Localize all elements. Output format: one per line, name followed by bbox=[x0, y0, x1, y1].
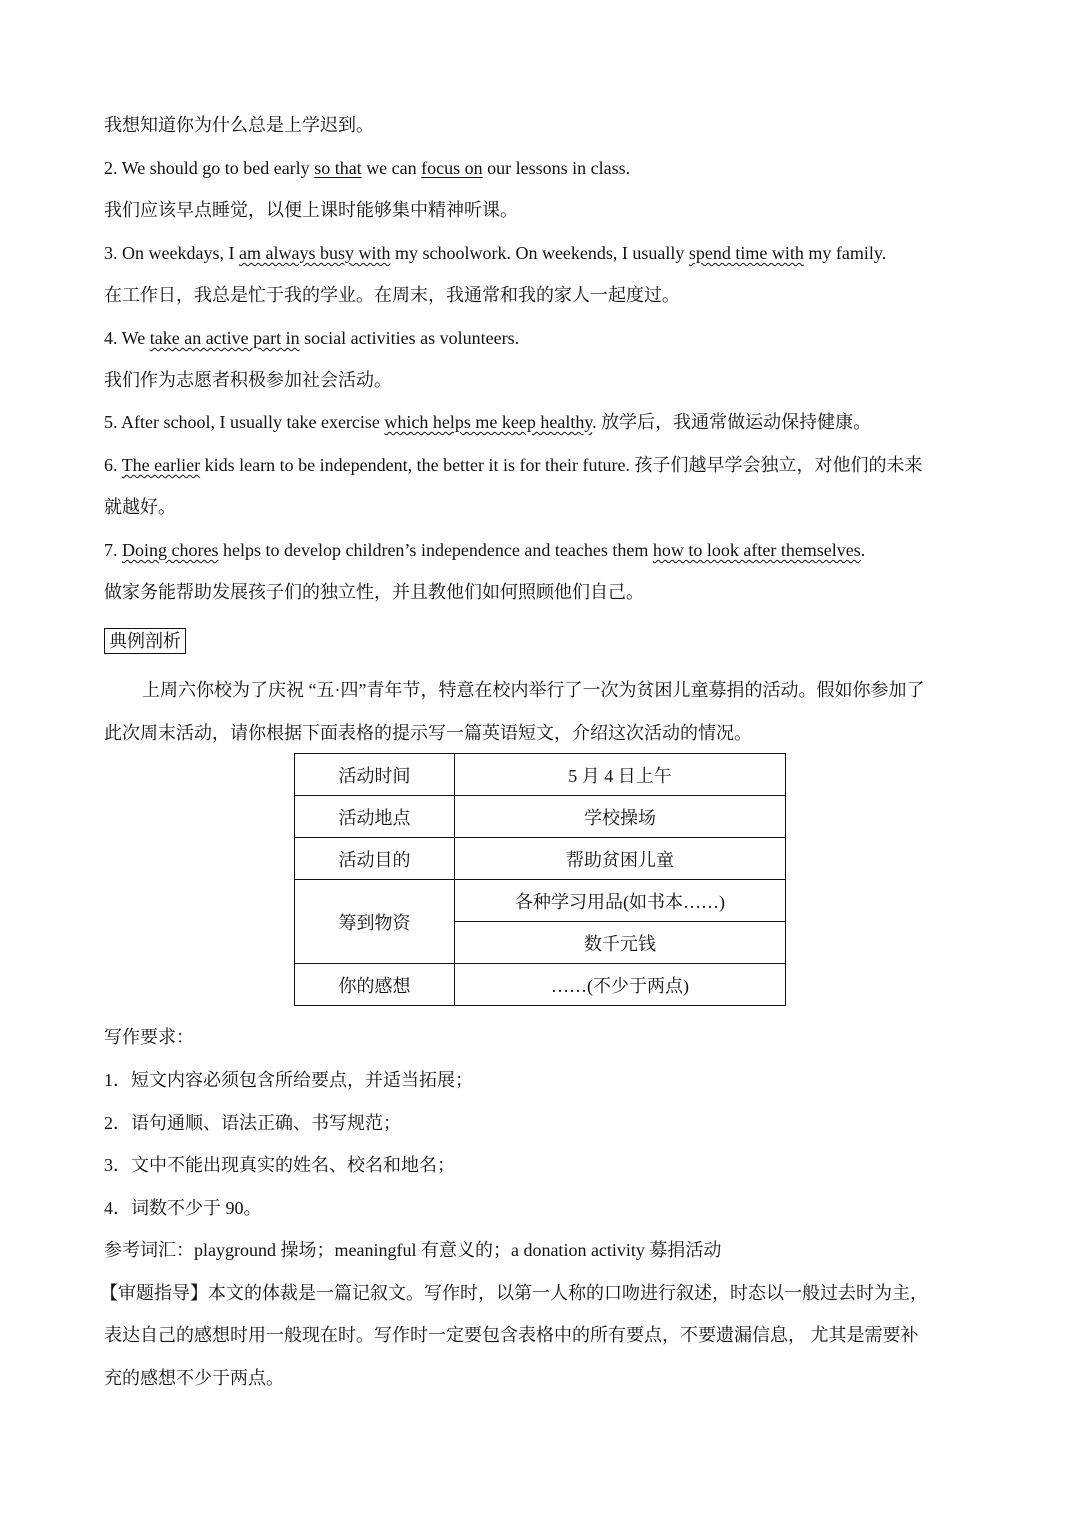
sentence-text: After school, I usually take exercise bbox=[117, 412, 385, 432]
table-cell-value: ……(不少于两点) bbox=[455, 964, 786, 1006]
table-cell-key: 活动目的 bbox=[295, 838, 455, 880]
prompt-line-2: 此次周末活动，请你根据下面表格的提示写一篇英语短文，介绍这次活动的情况。 bbox=[104, 723, 752, 743]
sentence-number: 5. bbox=[104, 412, 118, 432]
table-row bbox=[295, 880, 786, 922]
translation-line: 我们作为志愿者积极参加社会活动。 bbox=[104, 370, 392, 390]
section-label: 典例剖析 bbox=[104, 628, 186, 654]
requirements-title: 写作要求： bbox=[104, 1027, 194, 1047]
translation-line: 在工作日，我总是忙于我的学业。在周末，我通常和我的家人一起度过。 bbox=[104, 285, 680, 305]
translation-line: 就越好。 bbox=[104, 497, 176, 517]
activity-table bbox=[294, 753, 786, 1006]
example-sentence bbox=[104, 453, 923, 477]
sentence-text: We bbox=[117, 328, 150, 348]
sentence-text: helps to develop children’s independence and teaches them bbox=[218, 540, 653, 560]
prompt-line-1: 上周六你校为了庆祝 “五·四”青年节，特意在校内举行了一次为贫困儿童募捐的活动。假如你参加了 bbox=[142, 680, 925, 700]
table-cell-key: 活动时间 bbox=[295, 754, 455, 796]
requirement-item: 3．文中不能出现真实的姓名、校名和地名； bbox=[104, 1155, 455, 1175]
sentence-text: . 放学后，我通常做运动保持健康。 bbox=[592, 412, 872, 432]
guide-line-1: 【审题指导】本文的体裁是一篇记叙文。写作时，以第一人称的口吻进行叙述，时态以一般过去时为主， bbox=[100, 1283, 928, 1303]
sentence-text: my family. bbox=[803, 243, 887, 263]
example-sentence bbox=[104, 241, 886, 265]
table-row bbox=[295, 838, 786, 880]
sentence-number: 7. bbox=[104, 540, 118, 560]
sentence-text: We should go to bed early bbox=[117, 158, 315, 178]
sentence-number: 6. bbox=[104, 455, 118, 475]
table-row bbox=[295, 964, 786, 1006]
sentence-text: our lessons in class. bbox=[482, 158, 631, 178]
key-phrase-wavy: take an active part in bbox=[149, 328, 300, 348]
key-phrase-wavy: Doing chores bbox=[122, 540, 219, 560]
sentence-text: On weekdays, I bbox=[117, 243, 239, 263]
sentence-number: 2. bbox=[104, 158, 118, 178]
sentence-text: social activities as volunteers. bbox=[299, 328, 520, 348]
table-cell-key: 活动地点 bbox=[295, 796, 455, 838]
example-sentence bbox=[104, 410, 871, 434]
translation-line: 我想知道你为什么总是上学迟到。 bbox=[104, 115, 374, 135]
table-cell-value: 帮助贫困儿童 bbox=[455, 838, 786, 880]
sentence-text: kids learn to be independent, the better it is for their future. 孩子们越早学会独立，对他们的未来 bbox=[200, 455, 923, 475]
table-cell-value: 学校操场 bbox=[455, 796, 786, 838]
section-label-box bbox=[104, 628, 186, 654]
translation-line: 做家务能帮助发展孩子们的独立性，并且教他们如何照顾他们自己。 bbox=[104, 582, 644, 602]
table-cell-value: 数千元钱 bbox=[455, 922, 786, 964]
sentence-text: . bbox=[860, 540, 866, 560]
table-cell-key: 你的感想 bbox=[295, 964, 455, 1006]
key-phrase-wavy: how to look after themselves bbox=[652, 540, 861, 560]
example-sentence bbox=[104, 326, 519, 350]
sentence-number: 3. bbox=[104, 243, 118, 263]
key-phrase-underlined: so that bbox=[314, 158, 362, 178]
reference-vocabulary: 参考词汇：playground 操场；meaningful 有意义的；a donation activity 募捐活动 bbox=[104, 1240, 722, 1260]
translation-line: 我们应该早点睡觉，以便上课时能够集中精神听课。 bbox=[104, 200, 518, 220]
requirement-item: 1．短文内容必须包含所给要点，并适当拓展； bbox=[104, 1070, 473, 1090]
example-sentence bbox=[104, 156, 630, 180]
key-phrase-wavy: spend time with bbox=[688, 243, 804, 263]
example-sentence bbox=[104, 538, 865, 562]
sentence-number: 4. bbox=[104, 328, 118, 348]
table-cell-value: 5 月 4 日上午 bbox=[455, 754, 786, 796]
key-phrase-underlined: focus on bbox=[421, 158, 483, 178]
key-phrase-wavy: The earlier bbox=[121, 455, 201, 475]
guide-line-3: 充的感想不少于两点。 bbox=[104, 1368, 284, 1388]
sentence-text: my schoolwork. On weekends, I usually bbox=[390, 243, 689, 263]
sentence-text: we can bbox=[361, 158, 422, 178]
table-cell-value: 各种学习用品(如书本……) bbox=[455, 880, 786, 922]
requirement-item: 4．词数不少于 90。 bbox=[104, 1198, 262, 1218]
guide-line-2: 表达自己的感想时用一般现在时。写作时一定要包含表格中的所有要点，不要遗漏信息， 尤其是需要补 bbox=[104, 1325, 919, 1345]
key-phrase-wavy: which helps me keep healthy bbox=[384, 412, 593, 432]
table-row bbox=[295, 754, 786, 796]
key-phrase-wavy: am always busy with bbox=[238, 243, 391, 263]
table-cell-key: 筹到物资 bbox=[295, 880, 455, 964]
requirement-item: 2．语句通顺、语法正确、书写规范； bbox=[104, 1113, 401, 1133]
table-row bbox=[295, 796, 786, 838]
